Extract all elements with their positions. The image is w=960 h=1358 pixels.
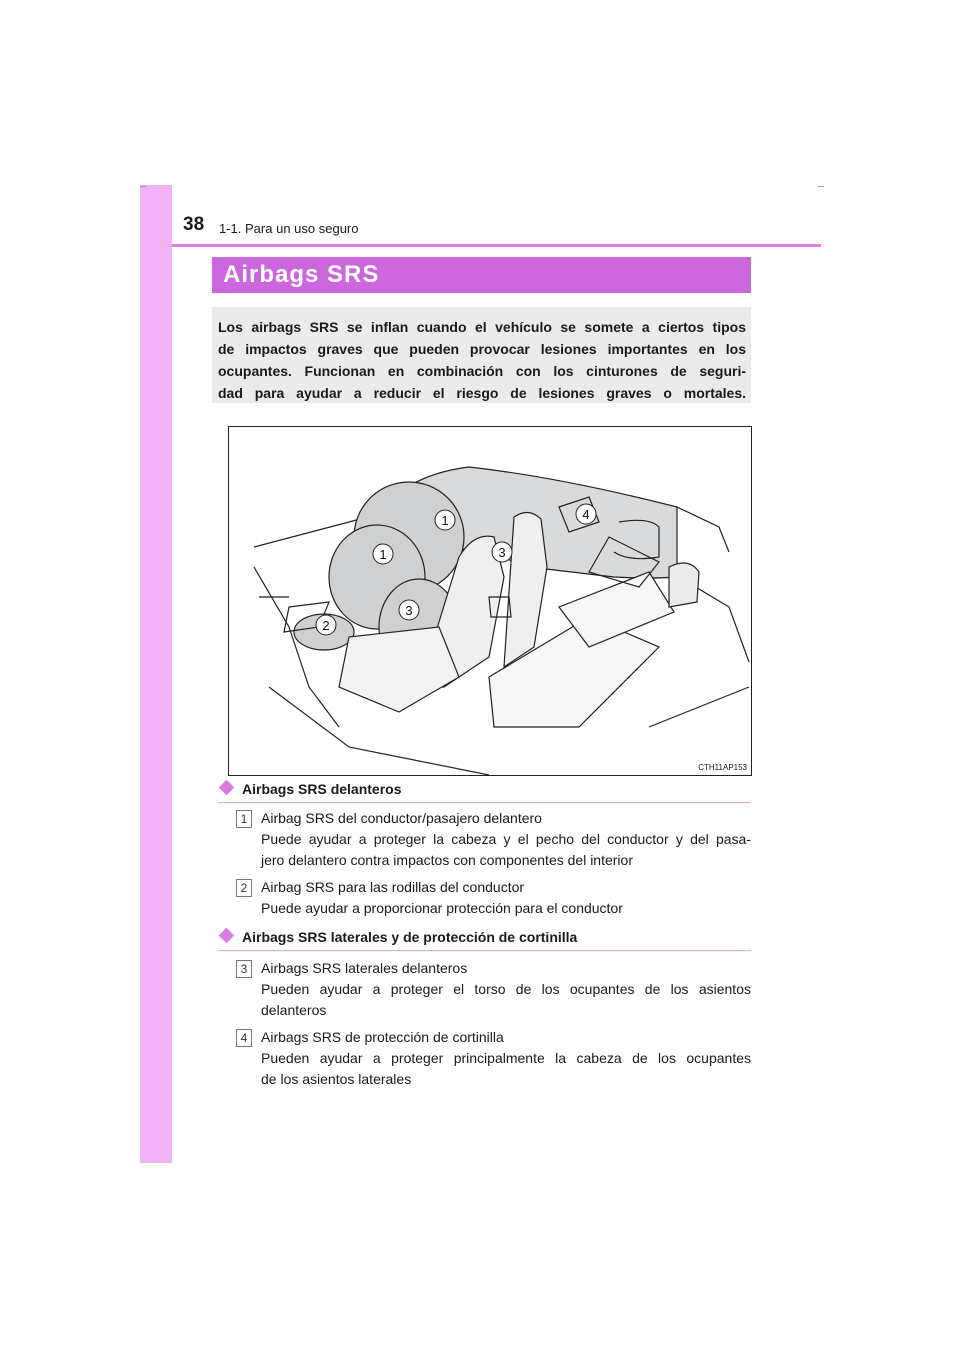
crop-mark (818, 186, 824, 187)
section-reference: 1-1. Para un uso seguro (219, 221, 359, 236)
list-item (236, 877, 751, 919)
item-number: 1 (236, 810, 252, 828)
item-description: delanteros (261, 1002, 327, 1018)
item-description: Pueden ayudar a proteger principalmente la cabeza de los ocupantes (261, 1050, 751, 1066)
car-interior-drawing (229, 427, 751, 775)
list-item (236, 958, 751, 1021)
page-number: 38 (183, 214, 205, 235)
section-heading-text: Airbags SRS laterales y de protección de cortinilla (242, 929, 578, 945)
intro-line: dad para ayudar a reducir el riesgo de lesiones graves o mortales. (218, 385, 746, 401)
item-description: jero delantero contra impactos con componentes del interior (261, 852, 633, 868)
item-title: Airbags SRS laterales delanteros (261, 960, 468, 976)
page-title: Airbags SRS (223, 261, 380, 288)
item-title: Airbags SRS de protección de cortinilla (261, 1029, 504, 1045)
crop-mark (140, 186, 146, 187)
callout-2: 2 (322, 618, 330, 633)
title-bar (212, 257, 751, 293)
figure-code: CTH11AP153 (698, 763, 747, 772)
list-item (236, 808, 751, 871)
item-number: 2 (236, 879, 252, 897)
list-item (236, 1027, 751, 1090)
callout-3-rear: 3 (498, 545, 506, 560)
item-description: Puede ayudar a proporcionar protección para el conductor (261, 900, 623, 916)
callout-1-upper: 1 (441, 513, 449, 528)
callout-1-lower: 1 (379, 547, 387, 562)
item-number: 3 (236, 960, 252, 978)
intro-line: Los airbags SRS se inflan cuando el vehículo se somete a ciertos tipos (218, 319, 746, 335)
callout-4: 4 (582, 507, 590, 522)
intro-text (218, 316, 746, 404)
item-description: de los asientos laterales (261, 1071, 412, 1087)
section-heading-side (218, 929, 577, 945)
item-title: Airbag SRS para las rodillas del conductor (261, 879, 525, 895)
diamond-bullet-icon (219, 928, 235, 944)
diamond-bullet-icon (219, 780, 235, 796)
item-description: Puede ayudar a proteger la cabeza y el pecho del conductor y del pasa- (261, 831, 751, 847)
section-heading-text: Airbags SRS delanteros (242, 781, 402, 797)
item-title: Airbag SRS del conductor/pasajero delantero (261, 810, 542, 826)
header-rule (172, 244, 821, 247)
intro-box (212, 307, 751, 403)
callout-3-front: 3 (405, 603, 413, 618)
section-heading-front (218, 781, 402, 797)
item-description: Pueden ayudar a proteger el torso de los ocupantes de los asientos (261, 981, 751, 997)
section-rule (218, 950, 751, 951)
section-rule (218, 802, 751, 803)
item-number: 4 (236, 1029, 252, 1047)
airbag-illustration (228, 426, 752, 776)
chapter-side-tab (140, 185, 172, 1163)
intro-line: ocupantes. Funcionan en combinación con los cinturones de seguri- (218, 363, 746, 379)
intro-line: de impactos graves que pueden provocar lesiones importantes en los (218, 341, 746, 357)
